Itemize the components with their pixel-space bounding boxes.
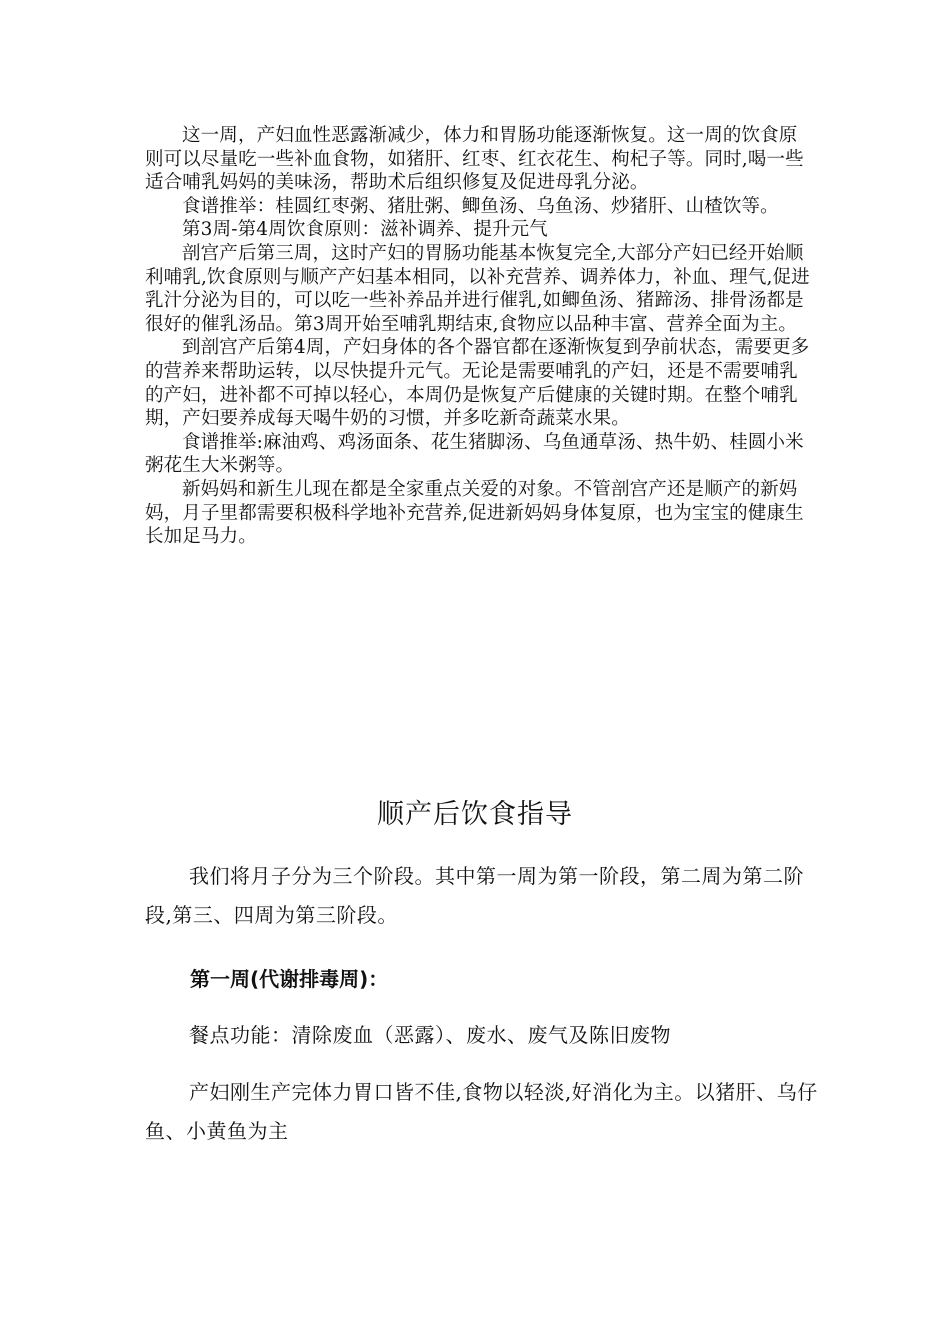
week1-text-block bbox=[145, 1073, 825, 1151]
paragraph: 剖宫产后第三周，这时产妇的胃肠功能基本恢复完全,大部分产妇已经开始顺利哺乳,饮食原则与顺产产妇基本相同，以补充营养、调养体力，补血、理气,促进乳汁分泌为目的，可以吃一些补养品并进行催乳,如鲫鱼汤、猪蹄汤、排骨汤都是很好的催乳汤品。第3周开始至哺乳期结束,食物应以品种丰富、营养全面为主。 bbox=[145, 242, 810, 335]
intro-paragraph: 我们将月子分为三个阶段。其中第一周为第一阶段，第二周为第二阶段,第三、四周为第三阶段。 bbox=[145, 864, 804, 927]
meal-function-paragraph: 餐点功能：清除废血（恶露）、废水、废气及陈旧废物 bbox=[189, 1023, 671, 1047]
section-heading: 第一周(代谢排毒周)： bbox=[190, 967, 389, 991]
intro-block bbox=[145, 857, 825, 935]
document-title: 顺产后饮食指导 bbox=[377, 799, 573, 830]
upper-text-block bbox=[145, 124, 813, 549]
paragraph: 食谱推举:麻油鸡、鸡汤面条、花生猪脚汤、乌鱼通草汤、热牛奶、桂圆小米粥花生大米粥等。 bbox=[145, 431, 804, 477]
week1-paragraph: 产妇刚生产完体力胃口皆不佳,食物以轻淡,好消化为主。以猪肝、乌仔鱼、小黄鱼为主 bbox=[145, 1080, 818, 1143]
paragraph: 新妈妈和新生儿现在都是全家重点关爱的对象。不管剖宫产还是顺产的新妈妈，月子里都需要积极科学地补充营养,促进新妈妈身体复原，也为宝宝的健康生长加足马力。 bbox=[145, 478, 804, 548]
paragraph: 第3周-第4周饮食原则：滋补调养、提升元气 bbox=[182, 219, 548, 241]
paragraph: 食谱推举：桂圆红枣粥、猪肚粥、鲫鱼汤、乌鱼汤、炒猪肝、山楂饮等。 bbox=[182, 195, 779, 217]
paragraph: 到剖宫产后第4周，产妇身体的各个器官都在逐渐恢复到孕前状态，需要更多的营养来帮助运转，以尽快提升元气。无论是需要哺乳的产妇，还是不需要哺乳的产妇，进补都不可掉以轻心，本周仍是恢复产后健康的关键时期。在整个哺乳期，产妇要养成每天喝牛奶的习惯，并多吃新奇蔬菜水果。 bbox=[145, 337, 810, 430]
paragraph: 这一周，产妇血性恶露渐减少，体力和胃肠功能逐渐恢复。这一周的饮食原则可以尽量吃一些补血食物，如猪肝、红枣、红衣花生、枸杞子等。同时,喝一些适合哺乳妈妈的美味汤，帮助术后组织修复及促进母乳分泌。 bbox=[145, 125, 804, 194]
meal-function-block bbox=[145, 1016, 825, 1055]
